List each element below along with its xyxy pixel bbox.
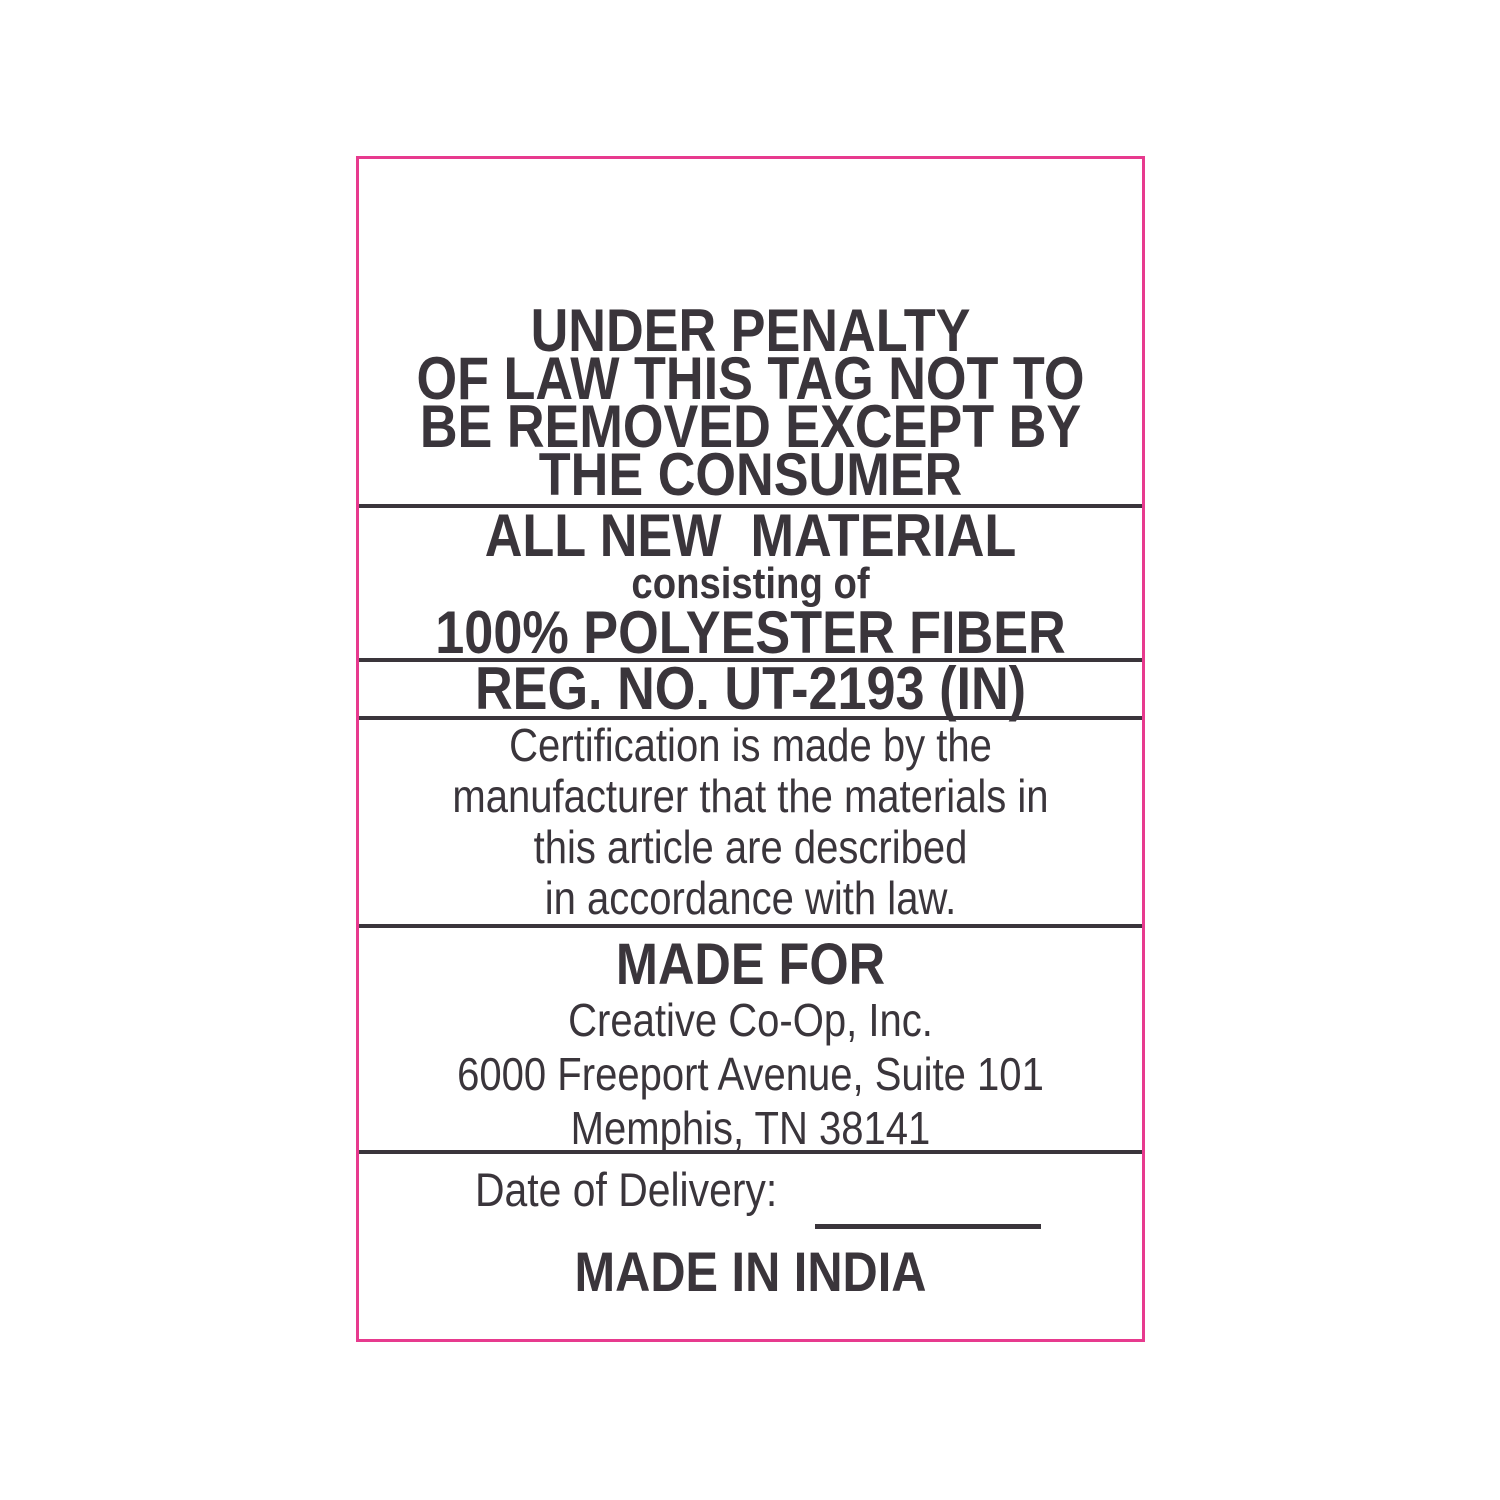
section-penalty-statement <box>359 159 1142 508</box>
penalty-line: BE REMOVED EXCEPT BY <box>419 393 1082 460</box>
made-for-heading: MADE FOR <box>615 932 886 997</box>
made-for-company: Creative Co-Op, Inc. <box>568 994 933 1046</box>
date-of-delivery-row <box>359 1162 1142 1218</box>
reg-number: REG. NO. UT-2193 (IN) <box>474 655 1027 722</box>
certification-line: manufacturer that the materials in <box>452 770 1049 822</box>
penalty-line: UNDER PENALTY <box>530 297 971 364</box>
material-fiber-content: 100% POLYESTER FIBER <box>435 599 1066 666</box>
made-for-street-address: 6000 Freeport Avenue, Suite 101 <box>457 1048 1044 1100</box>
section-certification <box>359 716 1142 924</box>
section-registration-number <box>359 655 1142 722</box>
penalty-line: THE CONSUMER <box>538 441 963 508</box>
made-in-country: MADE IN INDIA <box>574 1240 927 1303</box>
certification-line: this article are described <box>533 821 968 873</box>
penalty-line: OF LAW THIS TAG NOT TO <box>416 345 1085 412</box>
section-material-contents <box>359 502 1142 666</box>
certification-line: Certification is made by the <box>509 719 992 771</box>
material-consisting-of: consisting of <box>631 559 870 608</box>
date-of-delivery-label: Date of Delivery: <box>475 1163 778 1216</box>
material-heading: ALL NEW MATERIAL <box>484 502 1017 569</box>
made-for-city-state-zip: Memphis, TN 38141 <box>570 1102 931 1154</box>
law-label-tag <box>356 156 1145 1342</box>
certification-line: in accordance with law. <box>544 872 957 924</box>
section-delivery-origin <box>359 1150 1142 1339</box>
date-of-delivery-blank-line <box>815 1224 1041 1229</box>
section-made-for <box>359 924 1142 1154</box>
